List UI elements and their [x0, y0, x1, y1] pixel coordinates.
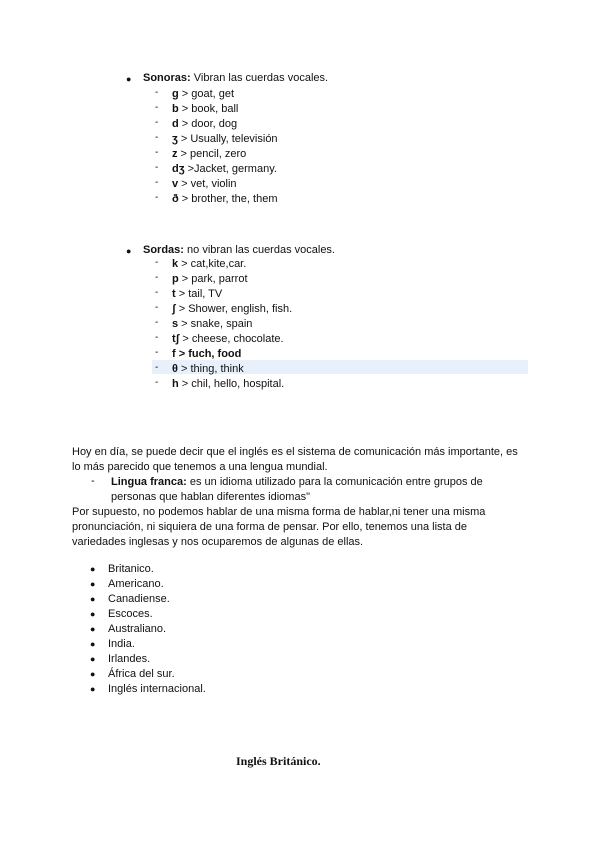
list-item — [172, 162, 277, 177]
phoneme-examples: > book, ball — [178, 103, 239, 115]
variety-item: Inglés internacional. — [108, 683, 206, 695]
phoneme-examples: > fuch, food — [175, 348, 242, 360]
lingua-franca-definition — [111, 475, 483, 505]
variety-item: Britanico. — [108, 563, 154, 575]
phoneme-examples: > brother, the, them — [178, 193, 278, 205]
lingua-franca-def-line2: personas que hablan diferentes idiomas" — [111, 491, 310, 503]
dash-icon: - — [155, 162, 159, 173]
list-item — [172, 287, 222, 302]
variety-item: Irlandes. — [108, 653, 151, 665]
list-item — [172, 132, 278, 147]
dash-icon: - — [155, 287, 159, 298]
bullet-icon: ● — [126, 246, 132, 256]
bullet-icon: ● — [90, 579, 96, 589]
intro-line: lo más parecido que tenemos a una lengua mundial. — [72, 461, 328, 473]
phoneme-symbol: θ — [172, 363, 178, 375]
phoneme-examples: > tail, TV — [175, 288, 223, 300]
paragraph-line: variedades inglesas y nos ocuparemos de algunas de ellas. — [72, 536, 364, 548]
variety-item: India. — [108, 638, 135, 650]
phoneme-symbol: f — [172, 348, 176, 360]
phoneme-symbol: v — [172, 178, 179, 190]
dash-icon: - — [155, 132, 159, 143]
phoneme-examples: > snake, spain — [178, 318, 253, 330]
list-item — [172, 147, 246, 162]
bullet-icon: ● — [90, 654, 96, 664]
bullet-icon: ● — [90, 609, 96, 619]
bullet-icon: ● — [90, 594, 96, 604]
phoneme-symbol: tʃ — [172, 333, 180, 345]
list-item — [172, 192, 278, 207]
list-item — [172, 347, 241, 362]
phoneme-symbol: g — [172, 88, 179, 100]
phoneme-symbol: p — [172, 273, 179, 285]
dash-icon: - — [155, 102, 159, 113]
dash-icon: - — [155, 147, 159, 158]
phoneme-examples: > Shower, english, fish. — [175, 303, 293, 315]
phoneme-examples: > cheese, chocolate. — [179, 333, 284, 345]
list-item — [172, 177, 237, 192]
bullet-icon: ● — [90, 624, 96, 634]
dash-icon: - — [155, 272, 159, 283]
bullet-icon: ● — [90, 669, 96, 679]
sordas-heading: Sordas: — [143, 244, 184, 256]
bullet-icon: ● — [126, 74, 132, 84]
list-item — [172, 87, 234, 102]
lingua-franca-def: es un idioma utilizado para la comunicación entre grupos de — [186, 476, 483, 488]
sordas-heading-line — [143, 244, 335, 256]
list-item — [172, 362, 244, 377]
phoneme-examples: > cat,kite,car. — [178, 258, 247, 270]
phoneme-examples: > goat, get — [178, 88, 235, 100]
phoneme-examples: > thing, think — [177, 363, 244, 375]
variety-item: Escoces. — [108, 608, 153, 620]
phoneme-symbol: ð — [172, 193, 179, 205]
dash-icon: - — [155, 117, 159, 128]
phoneme-symbol: s — [172, 318, 179, 330]
second-paragraph — [72, 505, 532, 550]
phoneme-examples: > park, parrot — [178, 273, 248, 285]
phoneme-symbol: t — [172, 288, 176, 300]
phoneme-symbol: d — [172, 118, 179, 130]
phoneme-symbol: b — [172, 103, 179, 115]
phoneme-symbol: z — [172, 148, 178, 160]
list-item — [172, 272, 248, 287]
lingua-franca-dash: - — [91, 475, 95, 487]
variety-item: Canadiense. — [108, 593, 170, 605]
phoneme-examples: > chil, hello, hospital. — [178, 378, 285, 390]
sonoras-heading-line — [143, 72, 328, 84]
dash-icon: - — [155, 87, 159, 98]
dash-icon: - — [155, 192, 159, 203]
phoneme-symbol: ʒ — [172, 133, 178, 145]
list-item — [172, 332, 284, 347]
dash-icon: - — [155, 257, 159, 268]
list-item — [172, 302, 292, 317]
variety-item: África del sur. — [108, 668, 175, 680]
dash-icon: - — [155, 362, 159, 373]
list-item — [172, 257, 246, 272]
dash-icon: - — [155, 377, 159, 388]
phoneme-examples: >Jacket, germany. — [184, 163, 277, 175]
phoneme-examples: > vet, violin — [178, 178, 237, 190]
paragraph-line: Por supuesto, no podemos hablar de una misma forma de hablar,ni tener una misma — [72, 506, 486, 518]
phoneme-symbol: k — [172, 258, 179, 270]
bullet-icon: ● — [90, 684, 96, 694]
phoneme-symbol: ʃ — [172, 303, 176, 315]
list-item — [172, 317, 252, 332]
dash-icon: - — [155, 347, 159, 358]
dash-icon: - — [155, 332, 159, 343]
list-item — [172, 102, 238, 117]
bullet-icon: ● — [90, 639, 96, 649]
list-item — [172, 377, 284, 392]
paragraph-line: pronunciación, ni siquiera de una forma de pensar. Por ello, tenemos una lista de — [72, 521, 468, 533]
phoneme-examples: > door, dog — [178, 118, 238, 130]
sonoras-description: Vibran las cuerdas vocales. — [190, 72, 329, 84]
variety-item: Americano. — [108, 578, 164, 590]
phoneme-examples: > pencil, zero — [177, 148, 247, 160]
phoneme-symbol: h — [172, 378, 179, 390]
variety-item: Australiano. — [108, 623, 167, 635]
sonoras-heading: Sonoras: — [143, 72, 191, 84]
bullet-icon: ● — [90, 564, 96, 574]
dash-icon: - — [155, 317, 159, 328]
list-item — [172, 117, 237, 132]
intro-line: Hoy en día, se puede decir que el inglés es el sistema de comunicación más importante, es — [72, 446, 518, 458]
intro-paragraph — [72, 445, 532, 475]
lingua-franca-term: Lingua franca: — [111, 476, 187, 488]
dash-icon: - — [155, 302, 159, 313]
dash-icon: - — [155, 177, 159, 188]
sordas-description: no vibran las cuerdas vocales. — [183, 244, 335, 256]
section-title: Inglés Británico. — [236, 754, 321, 768]
phoneme-examples: > Usually, televisión — [177, 133, 278, 145]
phoneme-symbol: dʒ — [172, 163, 185, 175]
